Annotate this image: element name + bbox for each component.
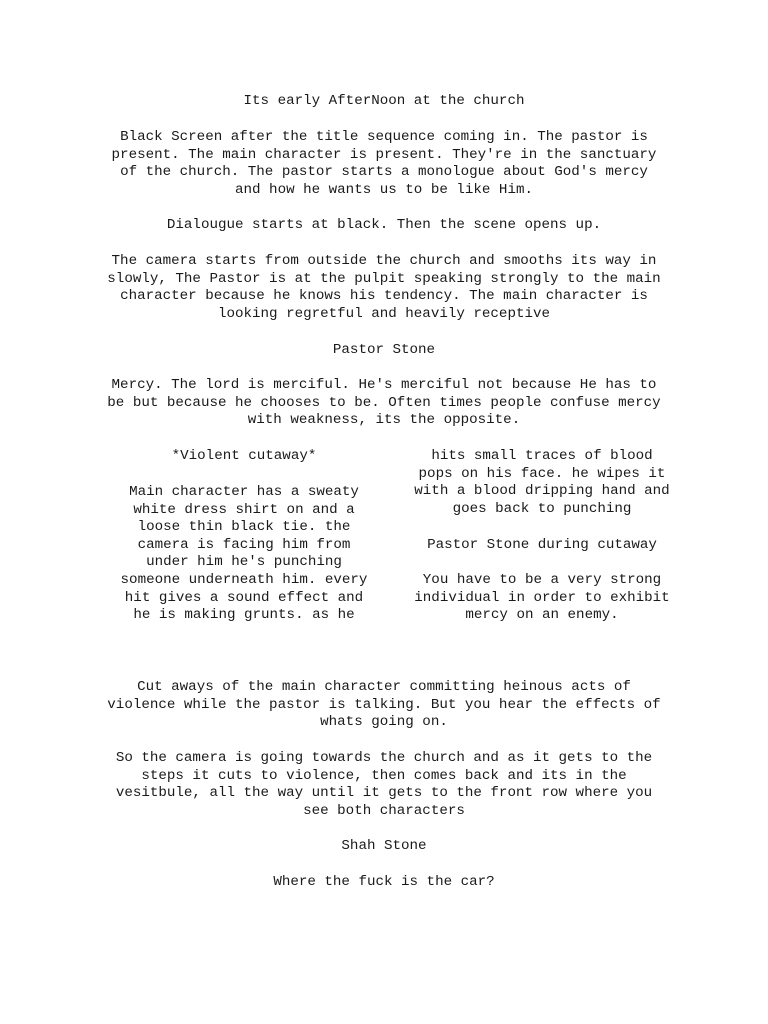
- dialogue-pastor-stone: Mercy. The lord is merciful. He's merciful not because He has to be but because he chooses to be. Often times people confuse mercy with weakness, its the opposite.: [107, 377, 661, 429]
- cutaway-heading: *Violent cutaway*: [171, 448, 317, 464]
- action-paragraph-3: The camera starts from outside the church and smooths its way in slowly, The Pastor is at the pulpit speaking strongly to the main character because he knows his tendency. The main character is looking regretful and heavily receptive: [107, 253, 661, 322]
- character-name-pastor-cutaway: Pastor Stone during cutaway: [427, 537, 657, 553]
- cutaway-action-left: Main character has a sweaty white dress shirt on and a loose thin black tie. the camera is facing him from under him he's punching someone underneath him. every hit gives a sound effect and he is making grunts. as he: [120, 484, 368, 624]
- cutaway-action-right: hits small traces of blood pops on his face. he wipes it with a blood dripping hand and goes back to punching: [414, 448, 670, 517]
- scene-heading: Its early AfterNoon at the church: [243, 93, 525, 109]
- action-paragraph-4: Cut aways of the main character committing heinous acts of violence while the pastor is talking. But you hear the effects of whats going on.: [107, 679, 661, 731]
- dialogue-shah-stone: Where the fuck is the car?: [273, 874, 495, 890]
- action-paragraph-2: Dialougue starts at black. Then the scene opens up.: [166, 217, 602, 233]
- dialogue-pastor-cutaway: You have to be a very strong individual in order to exhibit mercy on an enemy.: [414, 572, 670, 624]
- action-paragraph-1: Black Screen after the title sequence coming in. The pastor is present. The main character is present. They're in the sanctuary of the church. The pastor starts a monologue about God's mercy and how he wants us to be like Him.: [111, 129, 657, 198]
- character-name-pastor-stone: Pastor Stone: [332, 342, 436, 358]
- action-paragraph-5: So the camera is going towards the church and as it gets to the steps it cuts to violence, then comes back and its in the vesitbule, all the way until it gets to the front row where you see both characters: [115, 750, 653, 819]
- character-name-shah-stone: Shah Stone: [341, 838, 427, 854]
